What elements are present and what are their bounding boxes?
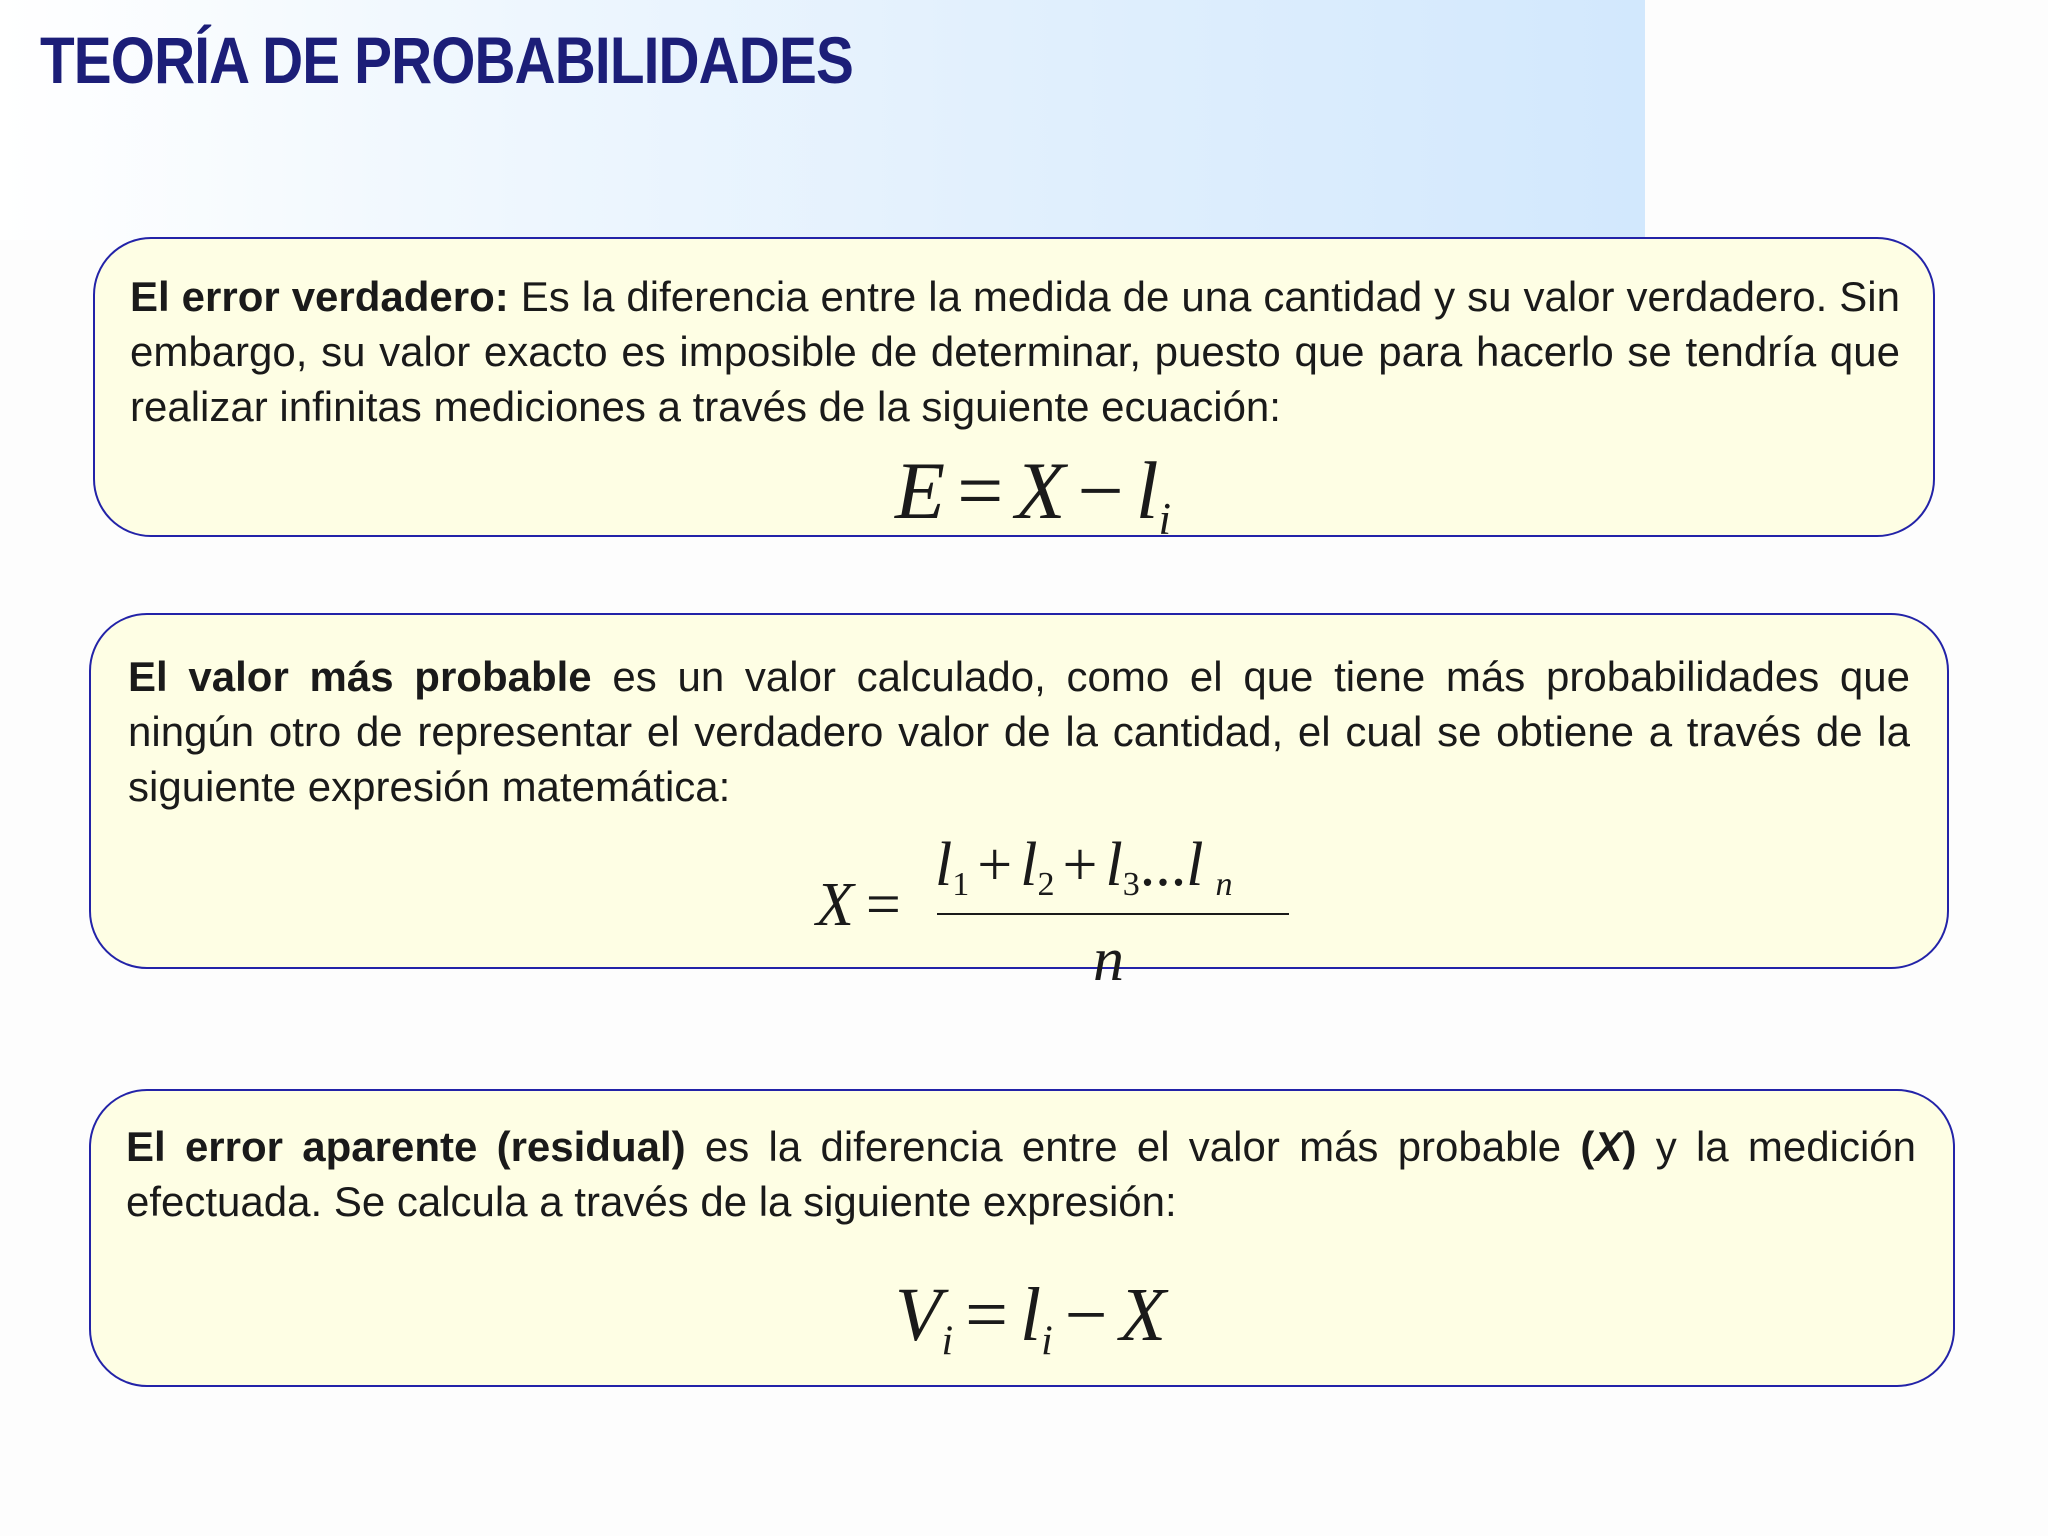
mean-formula-numerator: $l_1 + l_2 + l_3...l$ $_n$ bbox=[935, 831, 1233, 904]
x-symbol: X bbox=[1594, 1123, 1623, 1170]
most-probable-value-term: El valor más probable bbox=[128, 653, 592, 700]
true-error-description: Es la diferencia entre la medida de una cantidad y su valor verdadero. Sin embargo, su valor exacto es imposible de determinar, puesto que para hacerlo se tendría que realizar infinitas mediciones a través de la siguiente ecuación: bbox=[130, 273, 1900, 430]
true-error-term: El error verdadero: bbox=[130, 273, 509, 320]
mean-formula-denominator: n bbox=[1093, 926, 1124, 994]
most-probable-value-paragraph bbox=[128, 649, 1910, 814]
residual-error-term: El error aparente (residual) bbox=[126, 1123, 686, 1170]
mean-formula-lhs: X = bbox=[816, 871, 901, 939]
mean-formula-fraction-bar bbox=[937, 913, 1289, 915]
residual-error-paragraph: El error aparente (residual) es la diferencia entre el valor más probable (X) y la medición efectuada. Se calcula a través de la siguiente expresión: bbox=[126, 1123, 1916, 1225]
page-title: TEORÍA DE PROBABILIDADES bbox=[40, 23, 853, 97]
residual-error-formula: $V_i = l_i - X$ bbox=[895, 1273, 1166, 1365]
true-error-formula: $E = X - l_i$ bbox=[895, 445, 1172, 544]
most-probable-value-description: es un valor calculado, como el que tiene más probabilidades que ningún otro de representar el verdadero valor de la cantidad, el cual se obtiene a través de la siguiente expresión matemática: bbox=[128, 653, 1910, 810]
true-error-paragraph bbox=[130, 269, 1900, 434]
